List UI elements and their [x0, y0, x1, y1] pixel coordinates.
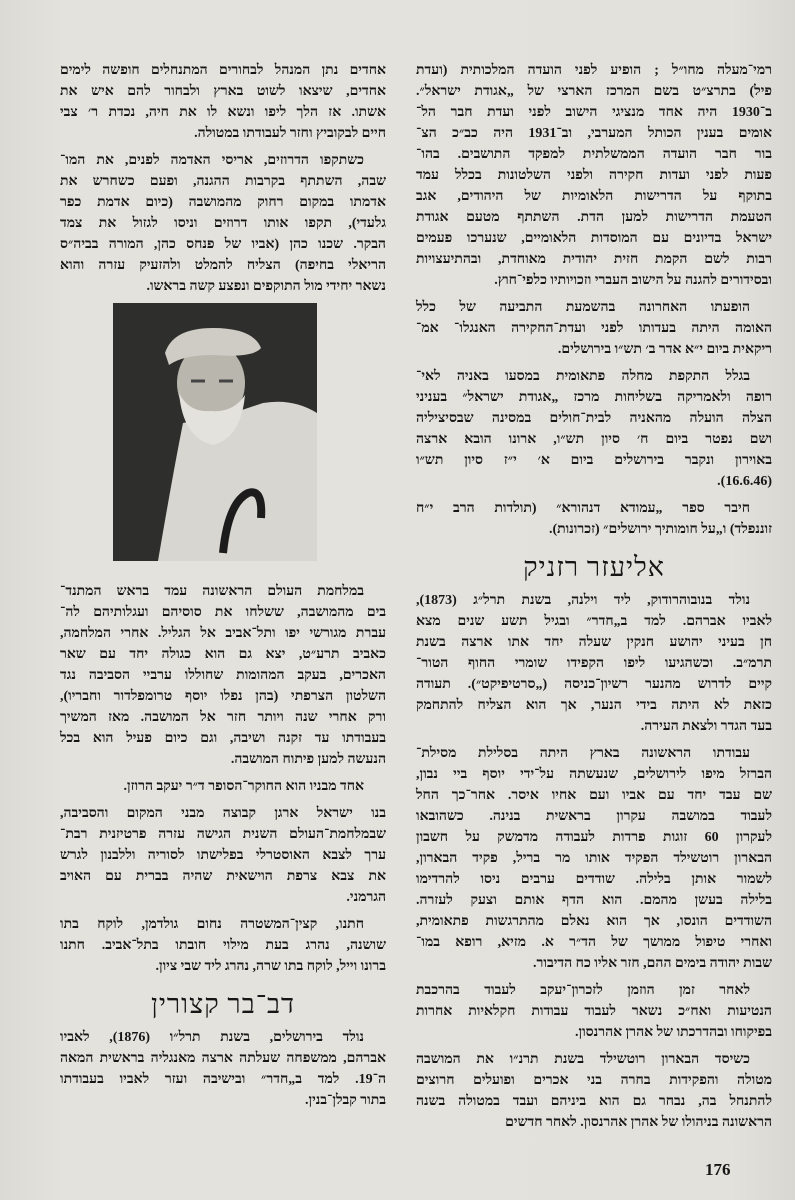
text-line: בתור קבלן־בנין. — [305, 1093, 386, 1108]
text-line: הצלה הועלה מהאניה לבית־חולים במסינה שבסיציליה — [416, 411, 772, 426]
text-line: נשאר יחידי מול התוקפים ונפצע קשה בראשו. — [146, 279, 386, 294]
text-line: לעקרון 60 זוגות פרדות לעבודה מדמשק על חשבון — [416, 830, 772, 845]
text-line: פעות לפני ועדות חקירה ולפני השלטונות בכלל עמד — [416, 168, 772, 183]
text-line: אחדים נתן המנהל לבחורים המתנחלים חופשה לימים — [60, 63, 386, 78]
text-line: האכרים, בעקב המהומות שחוללו ערביי הסביבה נגד — [60, 668, 386, 683]
text-line: אחד מבניו הוא החוקר־הסופר ד״ר יעקב הרוזן. — [123, 779, 364, 794]
text-line: כזאת לא היתה בידי הנער, אך הוא הצליח להתחמק — [416, 698, 772, 713]
text-line: חן בעיני יהושע חנקין שעלה יחד אתו ארצה בשנת — [416, 635, 772, 650]
text-line: הנעשה למען פיתוח המושבה. — [230, 752, 386, 767]
paragraph — [416, 980, 772, 1043]
text-line: ובסידורים להגנה על הישוב העברי וזכויותיו כלפי־חוץ. — [494, 273, 772, 288]
text-line: עבודתו הראשונה בארץ היתה בסלילת מסילת־ — [416, 746, 750, 761]
text-line: שם עבד יחד עם אביו ועם אחיו איסר. אחר־כך החל — [416, 788, 772, 803]
text-line: האומה היתה בעדותו לפני ועדת־החקירה האנגלו־ אמ־ — [416, 321, 772, 336]
text-line: קיים לדרוש מהנער רשיון־כניסה („סרטיפיקט״). תעודה — [416, 677, 772, 692]
text-line: ברונו וייל, לוקח בתו שרה, נהרג ליד שבי ציון. — [155, 959, 386, 974]
text-line: אשתו. אז הלך ליפו ונשא לו את חיה, נכדת ר׳ צבי — [60, 105, 386, 120]
text-line: רמי־מעלה מחו״ל ; הופיע לפני הועדה המלכותית (ועדת — [416, 63, 772, 78]
text-line: בור חבר הועדה הממשלתית למפקד התושבים. בהו־ — [416, 147, 772, 162]
text-line: שושנה, נהרג בעת מילוי חובתו בתל־אביב. חתנו — [60, 938, 386, 953]
text-line: ה־19. למד ב„חדר״ ובישיבה ועזר לאביו בעבודתו — [60, 1072, 386, 1087]
text-line: ערך לצבא האוסטרלי בפלישתו לסוריה וללבנון לגרש — [60, 848, 386, 863]
text-line: הבקר. שכנו כהן (אביו של פנחס כהן, המורה בביה״ס — [60, 237, 386, 252]
text-line: בגלל התקפת מחלה פתאומית במסעו באניה לאי־ — [416, 369, 750, 384]
text-line: כאביב תרע״ט, יצא גם הוא כגולה יחד עם שאר — [60, 647, 386, 662]
text-line: אחדים, שיצאו לשוט בארץ ולבחור להם איש את — [60, 84, 386, 99]
text-line: רופה ולאמריקה בשליחות מרכז „אגודת ישראל״ בעניני — [416, 390, 772, 405]
paragraph — [60, 60, 386, 144]
text-line: באוירון ונקבר בירושלים ביום א׳ י״ז סיון תש״ו — [416, 453, 772, 468]
text-line: פיל) בתרצ״ט בשם המרכז הארצי של „אגודת ישראל״. — [416, 84, 772, 99]
text-line: השודדים הונסו, אך הוא נאלם מהתרגשות פתאומית, — [416, 914, 772, 929]
text-line: בלילה בעשן מהמם. הוא הדף אותם וצעק לעזרה. — [416, 893, 772, 908]
text-line: תרמ״ב. וכשהגיעו ליפו הקפידו שומרי החוף הטור־ — [416, 656, 772, 671]
text-line: בפיקוחו ובהדרכתו של אהרן אהרנסון. — [575, 1025, 772, 1040]
paragraph — [60, 914, 386, 977]
text-line: הופעתו האחרונה בהשמעת התביעה של כלל — [416, 300, 750, 315]
paragraph — [60, 581, 386, 770]
section-heading: אליעזר רזניק — [523, 552, 665, 582]
text-line: בעבודתו עד זקנה ושיבה, וגם כיום פעיל הוא בכל — [60, 731, 386, 746]
text-line: שבות יהודה בימים ההם, חזר אליו כח הדיבור. — [533, 956, 772, 971]
text-line: הברזל מיפו לירושלים, שנעשתה על־ידי יוסף ביי נבון, — [416, 767, 772, 782]
text-line: שבה, השתתף בקרבות ההגנה, ופעם כשחרש את — [60, 174, 386, 189]
text-line: אומים בענין הכותל המערבי, וב־1931 היה כב״כ הצ־ — [416, 126, 773, 141]
paragraph — [416, 297, 772, 360]
paragraph — [416, 498, 772, 540]
text-line: בים מהמושבה, ששלחו את סוסיהם ועגלותיהם לה־ — [60, 605, 386, 620]
text-line: מטולה והפקידות בחרה בני אכרים ופועלים חרוצים — [416, 1073, 772, 1088]
text-line: אברהם, ממשפחה שעלתה ארצה מאנגליה בראשית המאה — [60, 1051, 386, 1066]
text-line: הגרמני. — [346, 890, 386, 905]
text-line: ישראל בדיונים עם המוסדות הלאומיים, שנערכו פעמים — [416, 231, 772, 246]
paragraph — [416, 1049, 772, 1133]
text-line: הנטיעות ואח״כ נשאר לעבוד עבודות חקלאיות אחרות — [416, 1004, 772, 1019]
text-line: חיים לבקוביץ וחזר לעבודתו במטולה. — [194, 126, 386, 141]
text-line: לאביו אברהם. למד ב„חדר״ ובגיל תשע שנים מצא — [416, 614, 772, 629]
text-line: נולד בנובוהרודוק, ליד וילנה, בשנת תרל״ג (1873), — [416, 593, 750, 608]
left-column — [60, 60, 386, 1117]
text-line: הטעמת הדרישות למען הדת. השתתף מטעם אגודת — [416, 210, 772, 225]
text-line: השלטון הצרפתי (בהן נפלו יוסף טרומפלדור וחבריו), — [60, 689, 386, 704]
text-line: להתנחל בה, נבחר גם הוא ביניהם ועבד במטולה בשנה — [416, 1094, 772, 1109]
paragraph — [60, 776, 386, 797]
text-line: הראשונה בניהולו של אהרן אהרנסון. לאחר חדשים — [505, 1115, 772, 1130]
text-line: אדמתו במקום רחוק מהמושבה (כיום אדמת כפר — [60, 195, 386, 210]
paragraph — [60, 150, 386, 297]
text-line: שבמלחמת־העולם השנית הגישה עזרה פרטיזנית רבת־ — [60, 827, 386, 842]
text-line: גלעדי), תקפו אותו דרוזים וניסו לגזול את צמד — [60, 216, 386, 231]
text-line: ריקאית ביום י״א אדר ב׳ תש״ו בירושלים. — [557, 342, 772, 357]
text-line: ב־1930 היה אחד מנציגי הישוב לפני ועדת חבר הל־ — [416, 105, 772, 120]
paragraph — [416, 590, 772, 737]
text-line: עברת מגורשי יפו ותל־אביב אל הגליל. אחרי המלחמה, — [60, 626, 386, 641]
text-line: את צבא צרפת הוישאית שהיה בברית עם האויב — [60, 869, 386, 884]
text-line: כשיסד הבארון רוטשילד בשנת תרנ״ו את המושבה — [416, 1052, 750, 1067]
text-line: זוננפלד) ו„על חומותיך ירושלים״ (זכרונות). — [548, 522, 772, 537]
paragraph — [416, 60, 772, 291]
text-line: חתנו, קצין־המשטרה נחום גולדמן, לוקח בתו — [60, 917, 364, 932]
text-line: לעבוד במושבה עקרון בראשית בנינה. כשהובאו — [416, 809, 772, 824]
paragraph — [416, 366, 772, 492]
text-line: ורק אחרי שנה ויותר חזר אל המושבה. מאז המשיך — [60, 710, 386, 725]
text-line: לאחר זמן הוזמן לזכרון־יעקב לעבוד בהרכבת — [416, 983, 750, 998]
text-line: לשמור אותן בלילה. שודדים ערבים ניסו להרדימו — [416, 872, 772, 887]
text-line: רבות לשם הקמת חזית יהודית מאוחדת, ובהתיעצויות — [416, 252, 772, 267]
text-line: בתוקף על הדרישות הלאומיות של היהודים, אגב — [416, 189, 772, 204]
text-line: הבארון רוטשילד הפקיד אותו מר בריל, פקיד הבארון, — [416, 851, 772, 866]
page-number: 176 — [705, 1160, 731, 1179]
text-line: כשתקפו הדרוזים, אריסי האדמה לפנים, את המו־ — [60, 153, 364, 168]
right-column — [416, 60, 772, 1139]
paragraph — [60, 1027, 386, 1111]
text-line: חיבר ספר „עמודא דנהורא״ (תולדות הרב י״ח — [416, 501, 750, 516]
text-line: ואחרי טיפול ממושך של הד״ר א. מזיא, רופא במו־ — [416, 935, 772, 950]
text-line: במלחמת העולם הראשונה עמד בראש המתנד־ — [60, 584, 364, 599]
text-line: בנו ישראל ארגן קבוצה מבני המקום והסביבה, — [60, 806, 386, 821]
text-line: נולד בירושלים, בשנת תרל״ו (1876), לאביו — [60, 1030, 364, 1045]
paragraph — [60, 803, 386, 908]
text-line: הריאלי בחיפה) הצליח להמלט ולהזעיק עזרה והוא — [60, 258, 386, 273]
paragraph — [416, 743, 772, 974]
portrait-photo — [113, 303, 317, 561]
text-line: (16.6.46). — [717, 474, 772, 489]
section-heading: דב־בר קצורין — [150, 989, 296, 1019]
text-line: בעד הגדר ולצאת העירה. — [640, 719, 772, 734]
text-line: ושם נפטר ביום ח׳ סיון תש״ו, ארונו הובא ארצה — [416, 432, 772, 447]
